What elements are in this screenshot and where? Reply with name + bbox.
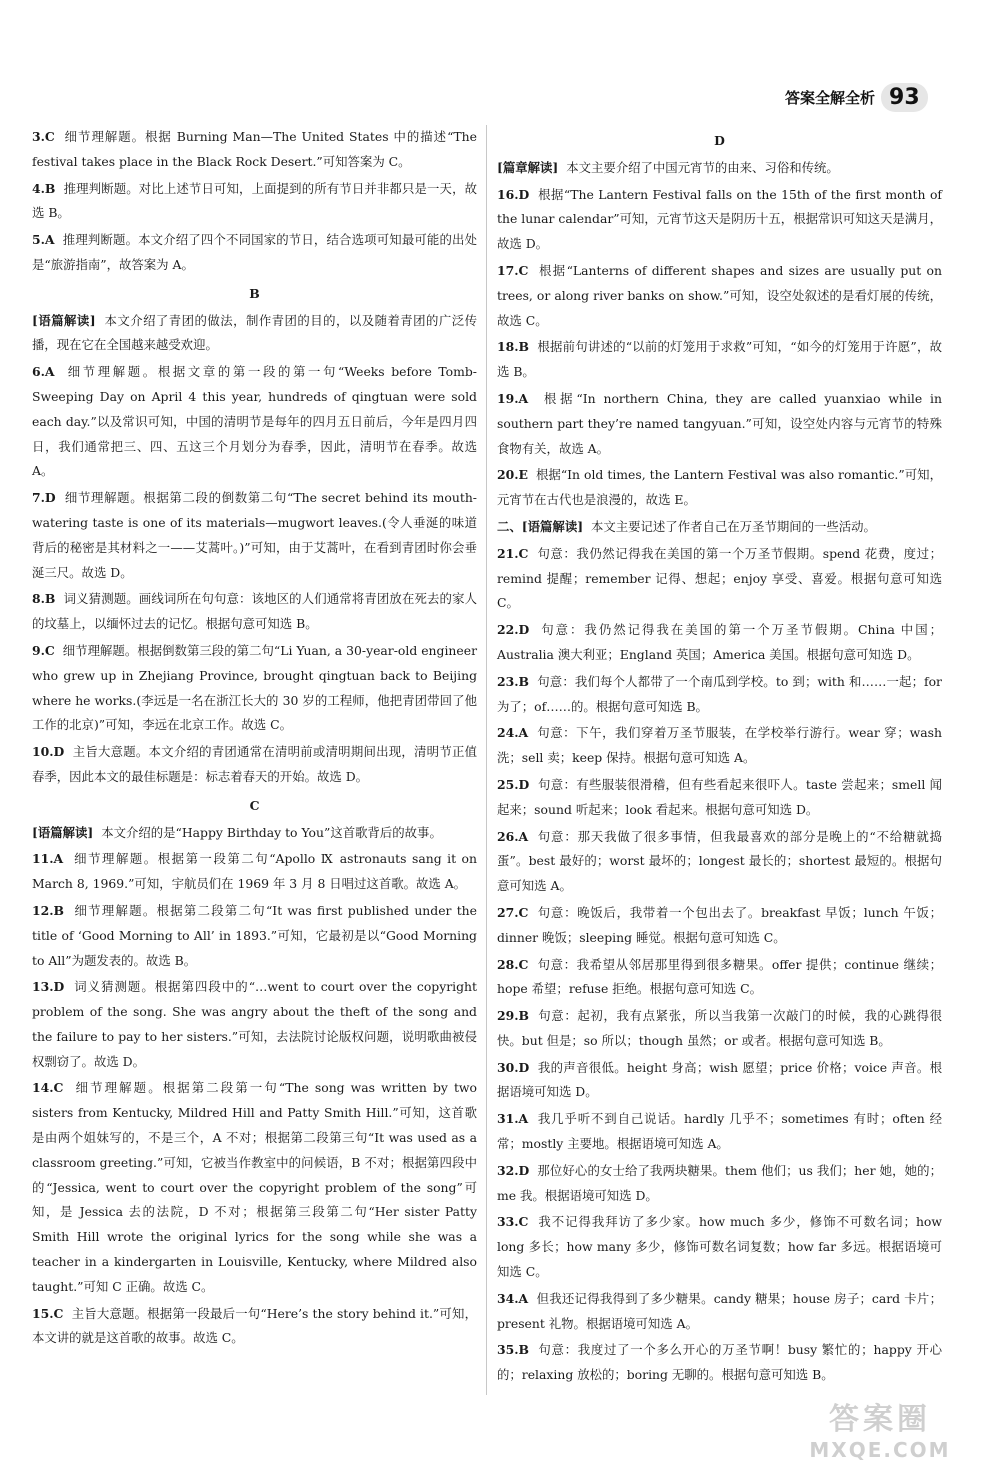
answer-explanation: 本文主要介绍了中国元宵节的由来、习俗和传统。 [566,159,839,175]
watermark-logo [780,1393,980,1463]
answer-item [497,1159,942,1209]
answer-explanation: 主旨大意题。根据第一段最后一句“Here’s the story behind it.”可知，本文讲的就是这首歌的故事。故选 C。 [32,1305,477,1346]
answer-explanation: 推理判断题。对比上述节日可知，上面提到的所有节日并非都只是一天，故选 B。 [32,180,477,221]
question-number: 22.D [497,622,530,638]
answer-item [32,740,477,790]
answer-explanation: 句意：我们每个人都带了一个南瓜到学校。to 到；with 和……一起；for 为了；of……的。根据句意可知选 B。 [497,673,942,714]
question-number: [语篇解读] [32,824,94,840]
answer-item [497,618,942,668]
answer-item [497,335,942,385]
answer-item [32,821,477,846]
answer-item [497,1004,942,1054]
answer-explanation: 本文介绍了青团的做法，制作青团的目的，以及随着青团的广泛传播，现在它在全国越来越受欢迎。 [32,312,477,353]
watermark-top: 答案圈 [829,1402,931,1437]
answer-item [32,486,477,585]
answer-item [32,360,477,484]
answer-item [32,1302,477,1352]
answer-item [497,183,942,257]
answer-item [32,228,477,278]
question-number: 31.A [497,1111,529,1127]
answer-item [32,639,477,738]
answer-explanation: 句意：晚饭后，我带着一个包出去了。breakfast 早饭；lunch 午饭；dinner 晚饭；sleeping 睡觉。根据句意可知选 C。 [497,904,942,945]
answer-explanation: 根据“In old times, the Lantern Festival was also romantic.”可知，元宵节在古代也是浪漫的，故选 E。 [497,467,942,508]
answer-item [497,901,942,951]
answer-item [497,1056,942,1106]
question-number: 33.C [497,1214,529,1230]
answer-item [32,125,477,175]
answer-item [32,177,477,227]
section-heading: D [714,133,725,148]
question-number: 35.B [497,1342,530,1358]
answer-explanation: 细节理解题。根据第二段的倒数第二句“The secret behind its mouth-watering taste is one of its materials—mugwort leaves.(令人垂涎的味道背后的秘密是其材料之一——艾蒿叶。)”可知，由于艾蒿叶，在看到青团时你会垂涎三尺。故选 D。 [32,490,477,580]
question-number: [篇章解读] [497,159,559,175]
answer-explanation: 细节理解题。根据第二段第二句“It was first published under the title of ‘Good Morning to All’ in 1893.”可知，它最初是以“Good Morning to All”为题发表的。故选 B。 [32,902,477,968]
question-number: 12.B [32,902,65,918]
answer-item [32,309,477,359]
question-number: 二、[语篇解读] [497,518,584,534]
answer-item [497,542,942,616]
question-number: 13.D [32,979,65,995]
answer-explanation: 我的声音很低。height 身高；wish 愿望；price 价格；voice 声音。根据语境可知选 D。 [497,1059,942,1100]
page-number: 93 [881,83,928,112]
answer-item [497,463,942,513]
answer-explanation: 根据前句讲述的“以前的灯笼用于求救”可知，“如今的灯笼用于许愿”，故选 B。 [497,339,942,380]
question-number: 3.C [32,129,55,144]
question-number: 28.C [497,956,529,972]
answer-explanation: 句意：那天我做了很多事情，但我最喜欢的部分是晚上的“不给糖就捣蛋”。best 最好的；worst 最坏的；longest 最长的；shortest 最短的。根据句意可知选 A。 [497,828,942,894]
question-number: 15.C [32,1305,64,1321]
answer-explanation: 句意：下午，我们穿着万圣节服装，在学校举行游行。wear 穿；wash 洗；sell 卖；keep 保持。根据句意可知选 A。 [497,725,942,766]
answer-item [497,1338,942,1388]
answer-explanation: 本文主要记述了作者自己在万圣节期间的一些活动。 [590,518,876,534]
answer-explanation: 那位好心的女士给了我两块糖果。them 他们；us 我们；her 她，她的；me 我。根据语境可知选 D。 [497,1162,942,1203]
right-column [497,125,942,1390]
answer-item [497,1210,942,1284]
question-number: 24.A [497,725,529,741]
answer-explanation: 句意：起初，我有点紧张，所以当我第一次敲门的时候，我的心跳得很快。but 但是；so 所以；though 虽然；or 或者。根据句意可知选 B。 [497,1008,943,1048]
answer-explanation: 词义猜测题。根据第四段中的“…went to court over the copyright problem of the song. She was angry about the theft of the song and the failure to pay to her sisters.”可知，去法院讨论版权问题，说明歌曲被侵权剽窃了。故选 D。 [32,979,477,1069]
answer-explanation: 根据“In northern China, they are called yuanxiao while in southern part they’re named tangyuan.”可知，设空处内容与元宵节的特殊食物有关，故选 A。 [497,390,942,456]
header-title: 答案全解全析 [785,88,876,107]
question-number: 8.B [32,591,56,607]
question-number: 17.C [497,262,529,278]
answer-explanation: 但我还记得我得到了多少糖果。candy 糖果；house 房子；card 卡片；present 礼物。根据语境可知选 A。 [497,1290,942,1331]
question-number: 26.A [497,828,529,844]
question-number: 10.D [32,744,65,760]
answer-explanation: 句意：我度过了一个多么开心的万圣节啊！busy 繁忙的；happy 开心的；relaxing 放松的；boring 无聊的。根据句意可知选 B。 [497,1342,942,1383]
answer-item [497,1107,942,1157]
answer-explanation: 句意：我仍然记得我在美国的第一个万圣节假期。spend 花费，度过；remind 提醒；remember 记得、想起；enjoy 享受、喜爱。根据句意可知选 C。 [497,545,942,611]
answer-item [497,387,942,461]
left-column [32,125,477,1353]
answer-item [497,670,942,720]
answer-explanation: 根据“Lanterns of different shapes and sizes are usually put on trees, or along river banks on show.”可知，设空处叙述的是看灯展的传统，故选 C。 [497,262,942,328]
question-number: [语篇解读] [32,312,96,328]
section-heading: B [249,285,260,301]
answer-item [497,259,942,333]
column-divider [486,125,487,1395]
answer-item [497,773,942,823]
answer-explanation: 句意：我希望从邻居那里得到很多糖果。offer 提供；continue 继续；hope 希望；refuse 拒绝。根据句意可知选 C。 [497,956,942,997]
page-header [785,80,955,114]
section-heading: C [249,797,260,813]
question-number: 20.E [497,467,529,483]
answer-item [497,515,942,540]
answer-explanation: 句意：有些服装很滑稽，但有些看起来很吓人。taste 尝起来；smell 闻起来；sound 听起来；look 看起来。根据句意可知选 D。 [497,776,942,817]
answer-explanation: 细节理解题。根据倒数第三段的第二句“Li Yuan, a 30-year-old engineer who grew up in Zhejiang Province, brought qingtuan back to Beijing where he works.(李远是一名在浙江长大的 30 岁的工程师，他把青团带回了他工作的北京)”可知，李远在北京工作。故选 C。 [32,642,478,733]
question-number: 7.D [32,490,56,506]
question-number: 19.A [497,390,529,406]
question-number: 29.B [497,1008,530,1024]
question-number: 4.B [32,180,56,196]
answer-explanation: 根据“The Lantern Festival falls on the 15th of the first month of the lunar calendar”可知，元宵节这天是阴历十五，根据常识可知这天是满月，故选 D。 [497,186,942,252]
answer-item [497,953,942,1003]
question-number: 21.C [497,545,529,561]
answer-item [32,1076,477,1299]
question-number: 9.C [32,642,55,658]
question-number: 34.A [497,1290,529,1306]
question-number: 5.A [32,232,55,248]
answer-explanation: 细节理解题。根据第二段第一句“The song was written by two sisters from Kentucky, Mildred Hill and Patty Smith Hill.”可知，这首歌是由两个姐妹写的，不是三个，A 不对；根据第二段第三句“It was used as a classroom greeting.”可知，它被当作教室中的问候语，B 不对；根据第四段中的“Jessica, went to court over the copyright problem of the song”可知，是 Jessica 去的法院，D 不对；根据第三段第二句“Her sister Patty Smith Hill wrote the original lyrics for the song while she was a teacher in a kindergarten in Louisville, Kentucky, where Mildred also taught.”可知 C 正确。故选 C。 [32,1080,477,1294]
answer-item [497,1287,942,1337]
question-number: 32.D [497,1162,530,1178]
answer-explanation: 词义猜测题。画线词所在句句意：该地区的人们通常将青团放在死去的家人的坟墓上，以缅怀过去的记忆。根据句意可知选 B。 [32,591,477,632]
question-number: 18.B [497,339,530,355]
answer-item [32,847,477,897]
answer-explanation: 细节理解题。根据第一段第二句“Apollo Ⅸ astronauts sang it on March 8, 1969.”可知，宇航员们在 1969 年 3 月 8 日唱过这首歌。故选 A。 [32,851,477,892]
question-number: 11.A [32,851,64,867]
answer-explanation: 细节理解题。根据 Burning Man—The United States 中的描述“The festival takes place in the Black Rock Desert.”可知答案为 C。 [32,129,477,169]
answer-explanation: 推理判断题。本文介绍了四个不同国家的节日，结合选项可知最可能的出处是“旅游指南”，故答案为 A。 [32,232,477,272]
answer-explanation: 主旨大意题。本文介绍的青团通常在清明前或清明期间出现，清明节正值春季，因此本文的最佳标题是：标志着春天的开始。故选 D。 [32,744,477,784]
answer-item [32,899,477,973]
question-number: 14.C [32,1080,64,1096]
answer-explanation: 我几乎听不到自己说话。hardly 几乎不；sometimes 有时；often 经常；mostly 主要地。根据语境可知选 A。 [497,1111,942,1152]
answer-item [497,825,942,899]
answer-explanation: 我不记得我拜访了多少家。how much 多少，修饰不可数名词；how long 多长；how many 多少，修饰可数名词复数；how far 多远。根据语境可知选 C。 [497,1214,942,1280]
question-number: 30.D [497,1059,530,1075]
answer-item [497,721,942,771]
answer-item [497,156,942,181]
answer-item [32,975,477,1074]
question-number: 27.C [497,904,529,920]
answer-explanation: 句意：我仍然记得我在美国的第一个万圣节假期。China 中国；Australia 澳大利亚；England 英国；America 美国。根据句意可知选 D。 [497,622,942,662]
answer-explanation: 本文介绍的是“Happy Birthday to You”这首歌背后的故事。 [101,824,442,840]
question-number: 25.D [497,776,530,792]
question-number: 23.B [497,673,530,689]
question-number: 6.A [32,364,55,380]
watermark-bottom: MXQE.COM [809,1438,951,1462]
answer-item [32,587,477,637]
answer-explanation: 细节理解题。根据文章的第一段的第一句“Weeks before Tomb-Sweeping Day on April 4 this year, hundreds of qingtuan were sold each day.”以及常识可知，中国的清明节是每年的四月五日前后，今年是四月四日，我们通常把三、四、五这三个月划分为春季，因此，清明节在春季。故选 A。 [32,364,477,479]
question-number: 16.D [497,186,530,202]
